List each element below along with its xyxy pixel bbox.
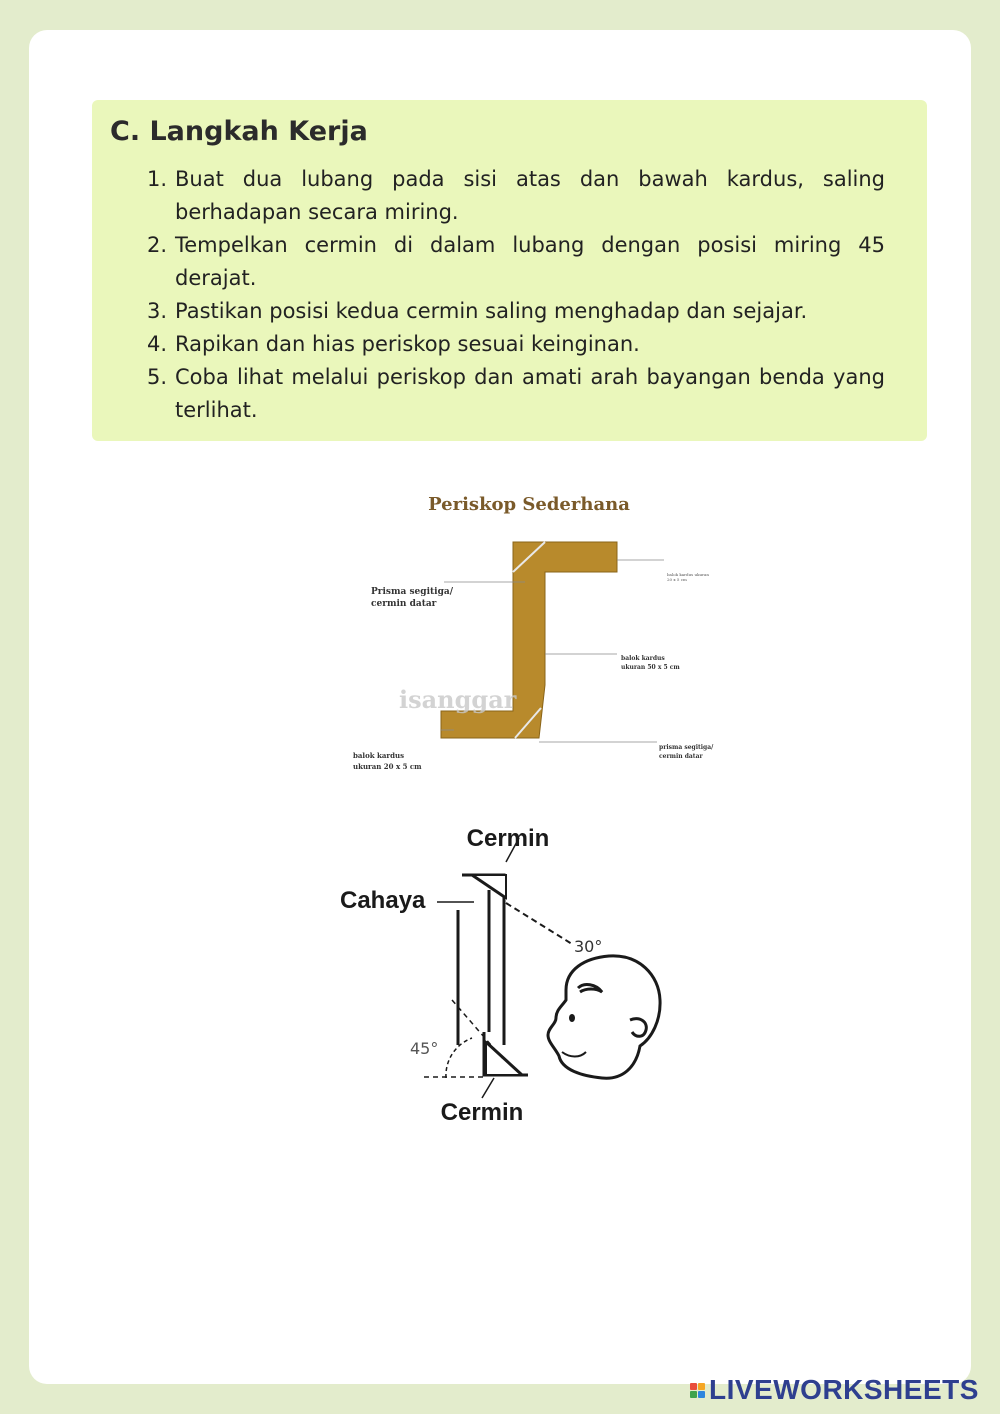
- brand-name: LIVEWORKSHEETS: [709, 1374, 979, 1405]
- step-number: 3.: [147, 299, 168, 323]
- periscope-mirror-diagram: [334, 820, 694, 1130]
- section-title: C. Langkah Kerja: [110, 116, 368, 147]
- step-item: [147, 295, 885, 328]
- brand-watermark: [690, 1374, 979, 1406]
- step-item: [147, 361, 885, 427]
- viewer-eye: [569, 1014, 575, 1022]
- viewer-face: [548, 956, 660, 1078]
- step-item: [147, 328, 885, 361]
- step-number: 5.: [147, 365, 168, 389]
- periscope-tube-outline: [458, 875, 528, 1075]
- step-number: 1.: [147, 167, 168, 191]
- figure1-title: Periskop Sederhana: [428, 494, 630, 515]
- steps-panel: [92, 100, 927, 441]
- label-bottom-mirror: Cermin: [440, 1099, 524, 1126]
- step-text: Coba lihat melalui periskop dan amati arah bayangan benda yang terlihat.: [175, 365, 885, 422]
- step-text: Tempelkan cermin di dalam lubang dengan posisi miring 45 derajat.: [175, 233, 885, 290]
- bottom-mirror-pointer: [482, 1078, 494, 1098]
- label-prism-top-line2: cermin datar: [371, 599, 437, 609]
- label-mid-block-line1: balok kardus: [621, 655, 665, 662]
- label-mid-block-line2: ukuran 50 x 5 cm: [621, 664, 680, 671]
- step-number: 4.: [147, 332, 168, 356]
- steps-list: [147, 163, 885, 427]
- liveworksheets-logo-icon: [690, 1383, 705, 1398]
- step-text: Rapikan dan hias periskop sesuai keinginan.: [175, 332, 640, 356]
- bottom-mirror: [486, 1042, 522, 1075]
- sight-line-30: [506, 903, 572, 944]
- label-top-block-line2: 20 x 5 cm: [667, 577, 687, 582]
- step-number: 2.: [147, 233, 168, 257]
- label-bottom-block-line2: ukuran 20 x 5 cm: [353, 762, 422, 771]
- label-prism-bottom-line2: cermin datar: [659, 753, 703, 760]
- label-bottom-block-line1: balok kardus: [353, 751, 405, 760]
- step-item: [147, 163, 885, 229]
- periscope-figure: [319, 480, 739, 780]
- worksheet-page: [29, 30, 971, 1384]
- label-light: Cahaya: [340, 887, 426, 914]
- label-angle-45: 45°: [410, 1039, 439, 1058]
- label-prism-top-line1: Prisma segitiga/: [371, 587, 453, 597]
- label-prism-bottom-line1: prisma segitiga/: [659, 744, 714, 751]
- watermark: isanggar: [399, 685, 517, 714]
- label-top-mirror: Cermin: [466, 825, 550, 852]
- step-text: Pastikan posisi kedua cermin saling menghadap dan sejajar.: [175, 299, 808, 323]
- diagonal-reference-line: [452, 1000, 504, 1060]
- label-angle-30: 30°: [574, 937, 603, 956]
- step-text: Buat dua lubang pada sisi atas dan bawah kardus, saling berhadapan secara miring.: [175, 167, 885, 224]
- label-top-block-line1: balok kardus ukuran: [667, 572, 709, 577]
- step-item: [147, 229, 885, 295]
